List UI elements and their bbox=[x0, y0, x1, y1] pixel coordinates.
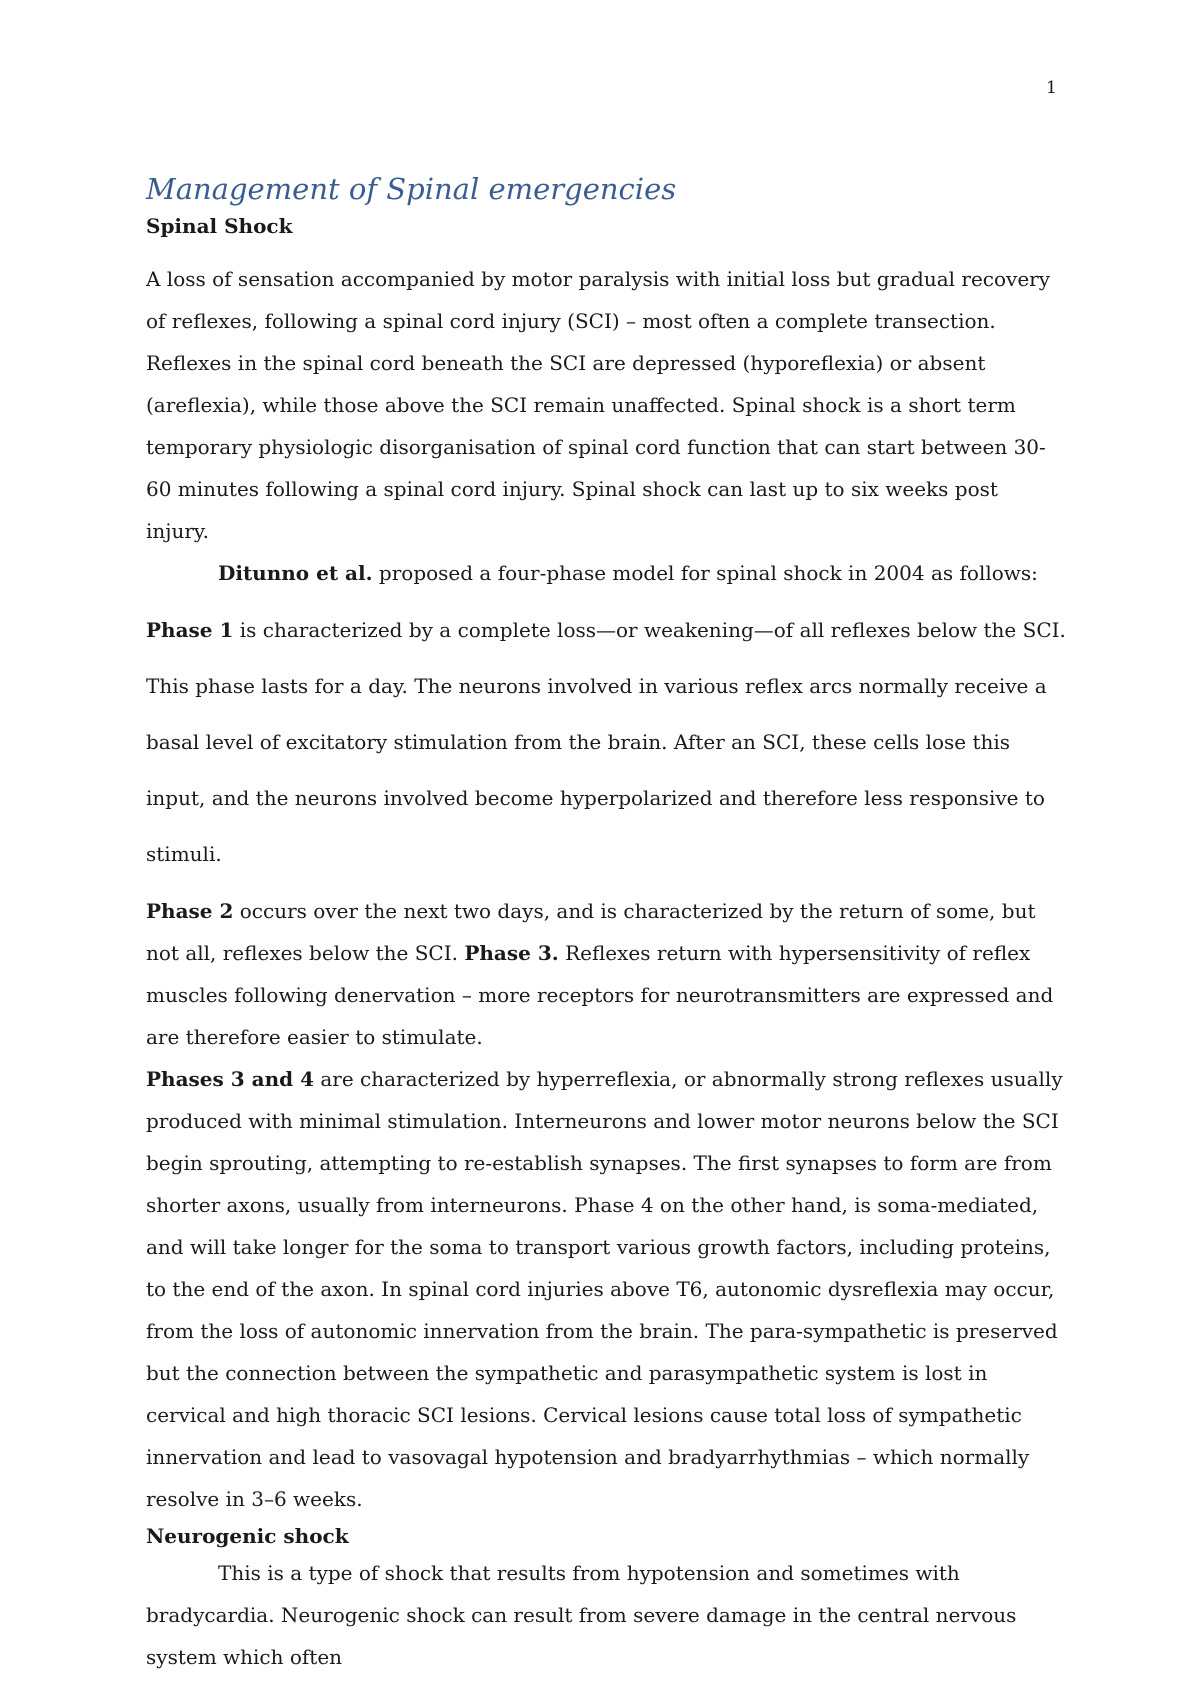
phases-3-4-label: Phases 3 and 4 bbox=[146, 1067, 314, 1091]
phase-3-text: Reflexes return with hypersensitivity of reflex muscles following denervation – more receptors for neurotransmitters are expressed and are therefore easier to stimulate. bbox=[146, 941, 1054, 1049]
phase-1-text: is characterized by a complete loss—or weakening—of all reflexes below the SCI. This phase lasts for a day. The neurons involved in various reflex arcs normally receive a basal level of excitatory stimulation from the brain. After an SCI, these cells lose this input, and the neurons involved become hyperpolarized and therefore less responsive to stimuli. bbox=[146, 618, 1066, 866]
paragraph-intro: A loss of sensation accompanied by motor paralysis with initial loss but gradual recovery of reflexes, following a spinal cord injury (SCI) – most often a complete transection. Reflexes in the spinal cord beneath the SCI are depressed (hyporeflexia) or absent (areflexia), while those above the SCI remain unaffected. Spinal shock is a short term temporary physiologic disorganisation of spinal cord function that can start between 30-60 minutes following a spinal cord injury. Spinal shock can last up to six weeks post injury. bbox=[146, 267, 1051, 543]
phases-3-4-text: are characterized by hyperreflexia, or abnormally strong reflexes usually produced with minimal stimulation. Interneurons and lower motor neurons below the SCI begin sprouting, attempting to re-establish synapses. The first synapses to form are from shorter axons, usually from interneurons. Phase 4 on the other hand, is soma-mediated, and will take longer for the soma to transport various growth factors, including proteins, to the end of the axon. In spinal cord injuries above T6, autonomic dysreflexia may occur, from the loss of autonomic innervation from the brain. The para-sympathetic is preserved but the connection between the sympathetic and parasympathetic system is lost in cervical and high thoracic SCI lesions. Cervical lesions cause total loss of sympathetic innervation and lead to vasovagal hypotension and bradyarrhythmias – which normally resolve in 3–6 weeks. bbox=[146, 1067, 1063, 1511]
ditunno-citation: Ditunno et al. bbox=[218, 561, 373, 585]
document-body bbox=[146, 168, 1066, 1678]
section-heading-neurogenic-shock: Neurogenic shock bbox=[146, 1524, 349, 1548]
phase-2-label: Phase 2 bbox=[146, 899, 234, 923]
page-number: 1 bbox=[1046, 78, 1057, 98]
section-heading-spinal-shock: Spinal Shock bbox=[146, 214, 293, 238]
phase-2-text: occurs over the next two days, and is characterized by the return of some, but not all, reflexes below the SCI. bbox=[146, 899, 1036, 965]
phase-1-label: Phase 1 bbox=[146, 618, 234, 642]
phase-3-label: Phase 3. bbox=[464, 941, 559, 965]
paragraph-phase-1 bbox=[146, 602, 1066, 882]
document-title: Management of Spinal emergencies bbox=[146, 172, 677, 206]
paragraph-phases-3-4 bbox=[146, 1058, 1066, 1520]
paragraph-neurogenic: This is a type of shock that results from hypotension and sometimes with bradycardia. Neurogenic shock can result from severe damage in the central nervous system which often bbox=[146, 1561, 1017, 1669]
paragraph-ditunno bbox=[146, 552, 1066, 594]
paragraph-phase-2-3 bbox=[146, 890, 1066, 1058]
ditunno-text: proposed a four-phase model for spinal shock in 2004 as follows: bbox=[372, 561, 1038, 585]
